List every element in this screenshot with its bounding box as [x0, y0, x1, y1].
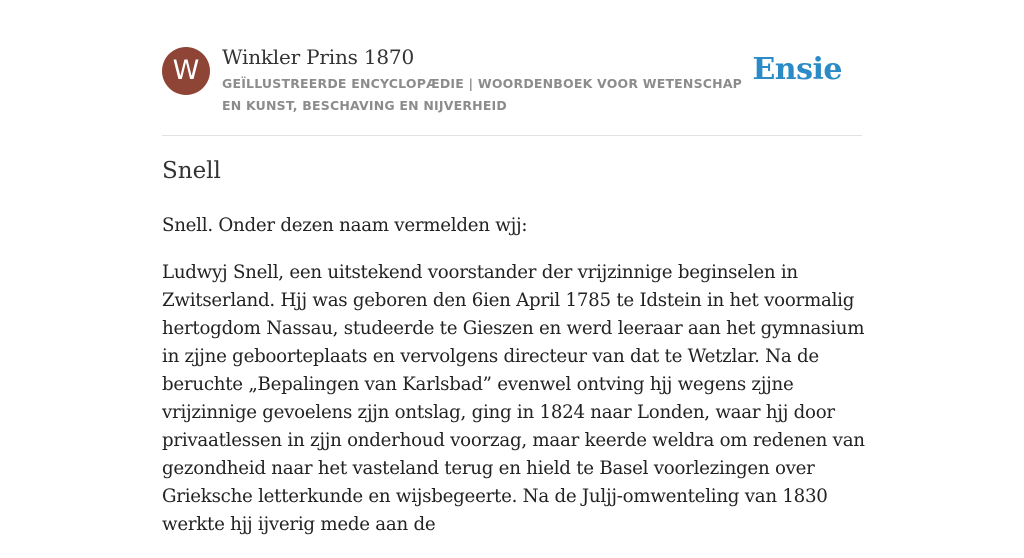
- brand-logo[interactable]: Ensie: [752, 52, 842, 87]
- site-subtitle: GEÏLLUSTREERDE ENCYCLOPÆDIE | WOORDENBOEK VOOR WETENSCHAP EN KUNST, BESCHAVING EN NIJVERHEID: [222, 76, 743, 113]
- article-paragraph: Ludwyj Snell, een uitstekend voorstander der vrijzinnige beginselen in Zwitserland. Hjj was geboren den 6ien April 1785 te Idstein in het voormalig hertogdom Nassau, studeerde te Gieszen en werd leeraar aan het gymnasium in zjjne geboorteplaats en vervolgens directeur van dat te Wetzlar. Na de beruchte „Bepalingen van Karlsbad” evenwel ontving hjj wegens zjjne vrijzinnige gevoelens zjjn ontslag, ging in 1824 naar Londen, waar hjj door privaatlessen in zjjn onderhoud voorzag, maar keerde weldra om redenen van gezondheid naar het vasteland terug en hield te Basel voorlezingen over Grieksche letterkunde en wijsbegeerte. Na de Juljj-omwenteling van 1830 werkte hjj ijverig mede aan de: [162, 262, 865, 535]
- site-title[interactable]: Winkler Prins 1870: [222, 45, 414, 69]
- avatar[interactable]: W: [162, 47, 210, 95]
- header-divider: [162, 135, 862, 136]
- article-paragraph: Snell. Onder dezen naam vermelden wjj:: [162, 215, 528, 236]
- site-header: [162, 44, 862, 118]
- article-title: Snell: [162, 158, 221, 184]
- article-body: [162, 212, 867, 558]
